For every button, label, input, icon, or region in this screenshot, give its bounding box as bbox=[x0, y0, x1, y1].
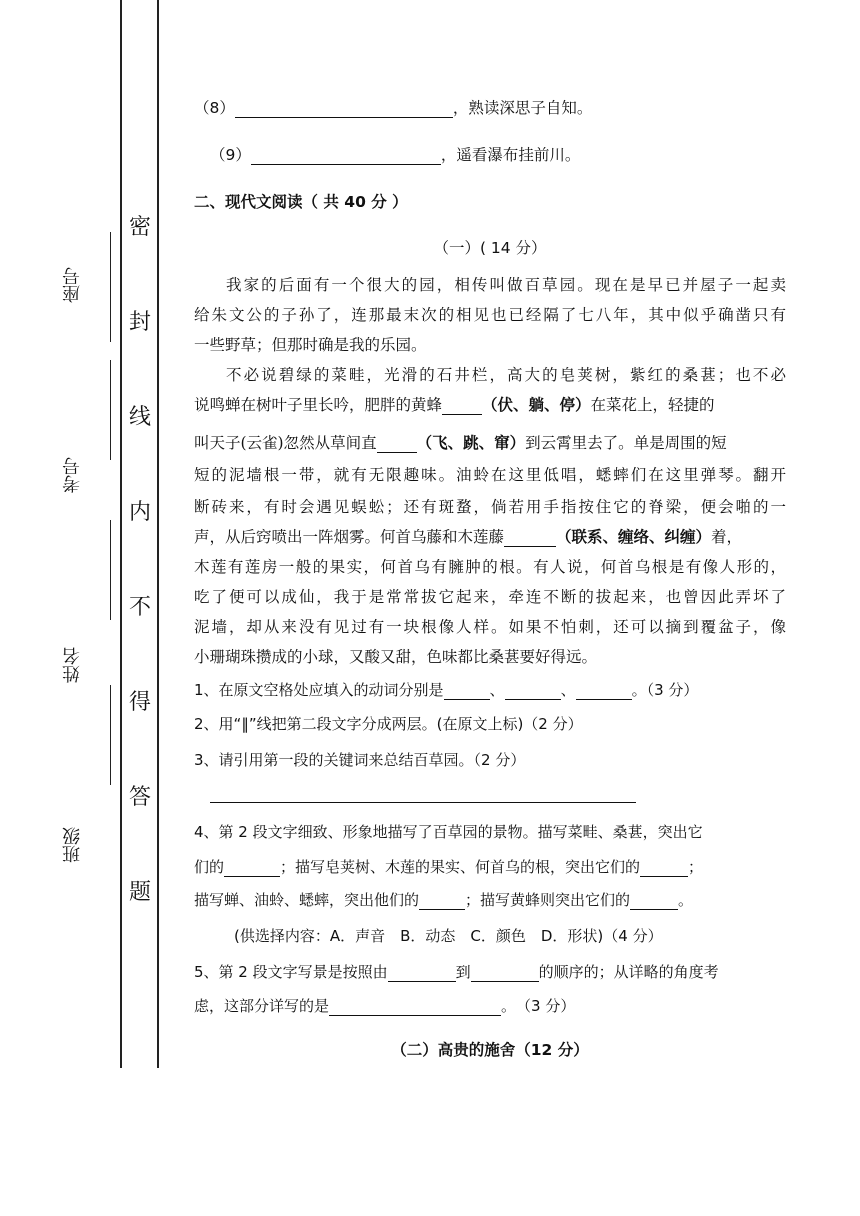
q1-text: 1、在原文空格处应填入的动词分别是 bbox=[194, 681, 444, 699]
verse-question-8 bbox=[194, 98, 786, 118]
binding-line-left bbox=[120, 0, 122, 1068]
seal-char: 线 bbox=[128, 405, 151, 430]
passage-line: 一些野草；但那时确是我的乐园。 bbox=[194, 336, 427, 354]
q1-end: 。（3 分） bbox=[631, 681, 699, 699]
part2-title: （二）高贵的施舍（12 分） bbox=[391, 1041, 589, 1059]
name-label: 姓名 bbox=[62, 647, 83, 683]
part1-title: （一）( 14 分） bbox=[433, 239, 547, 257]
verb-blank-1[interactable] bbox=[442, 397, 482, 415]
passage-text: 声，从后窍喷出一阵烟雾。何首乌藤和木莲藤 bbox=[194, 528, 505, 546]
question-4-line2 bbox=[194, 857, 786, 877]
seal-char: 不 bbox=[128, 595, 151, 620]
seal-char: 答 bbox=[128, 785, 151, 810]
q9-number: （9） bbox=[210, 146, 251, 164]
q8-answer-blank[interactable] bbox=[235, 100, 453, 118]
q1-blank-1[interactable] bbox=[444, 682, 490, 700]
q5-blank-3[interactable] bbox=[329, 998, 501, 1016]
q4-text: ；描写黄蜂则突出它们的 bbox=[465, 891, 631, 909]
q9-text: ，遥看瀑布挂前川。 bbox=[440, 146, 581, 164]
question-5 bbox=[194, 962, 786, 982]
q4-blank-4[interactable] bbox=[630, 892, 678, 910]
q4-blank-2[interactable] bbox=[640, 859, 688, 877]
passage-text: 在菜花上，轻捷的 bbox=[590, 396, 715, 414]
q5-blank-2[interactable] bbox=[471, 964, 539, 982]
q4-blank-1[interactable] bbox=[224, 859, 280, 877]
q1-sep: 、 bbox=[560, 681, 576, 699]
q1-sep: 、 bbox=[489, 681, 505, 699]
passage-text: 说鸣蝉在树叶子里长吟，肥胖的黄蜂 bbox=[194, 396, 443, 414]
q9-answer-blank[interactable] bbox=[251, 147, 441, 165]
q4-text: 描写蝉、油蛉、蟋蟀，突出他们的 bbox=[194, 891, 420, 909]
seal-char: 密 bbox=[128, 215, 151, 240]
q5-blank-1[interactable] bbox=[388, 964, 456, 982]
passage-line: 泥墙，却从来没有见过有一块根像人样。如果不怕刺，还可以摘到覆盆子，像 bbox=[194, 618, 786, 636]
question-2: 2、用“‖”线把第二段文字分成两层。(在原文上标)（2 分） bbox=[194, 715, 583, 733]
verb-blank-2[interactable] bbox=[377, 435, 417, 453]
question-1 bbox=[194, 680, 786, 700]
q1-blank-2[interactable] bbox=[505, 682, 561, 700]
passage-line-blank bbox=[194, 395, 786, 415]
seal-char: 得 bbox=[128, 690, 151, 715]
question-4-options: (供选择内容：A．声音 B．动态 C．颜色 D．形状)（4 分） bbox=[234, 927, 663, 945]
class-blank[interactable] bbox=[102, 685, 111, 785]
section-heading: 二、现代文阅读（ 共 40 分 ） bbox=[194, 193, 408, 211]
seal-char: 题 bbox=[128, 880, 151, 905]
passage-line: 给朱文公的子孙了，连那最末次的相见也已经隔了七八年，其中似乎确凿只有 bbox=[194, 306, 786, 324]
passage-line-blank bbox=[194, 433, 786, 453]
passage-line: 短的泥墙根一带，就有无限趣味。油蛉在这里低唱，蟋蟀们在这里弹琴。翻开 bbox=[194, 466, 786, 484]
question-4: 4、第 2 段文字细致、形象地描写了百草园的景物。描写菜畦、桑葚，突出它 bbox=[194, 823, 703, 841]
passage-text: 到云霄里去了。单是周围的短 bbox=[525, 434, 727, 452]
passage-line: 木莲有莲房一般的果实，何首乌有臃肿的根。有人说，何首乌根是有像人形的， bbox=[194, 558, 786, 576]
q5-text: 的顺序的；从详略的角度考 bbox=[538, 963, 719, 981]
verb-blank-3[interactable] bbox=[504, 529, 556, 547]
passage-text: 叫天子(云雀)忽然从草间直 bbox=[194, 434, 377, 452]
binding-line-right bbox=[157, 0, 159, 1068]
verb-options-3: （联系、缠络、纠缠） bbox=[556, 527, 712, 546]
class-field[interactable] bbox=[60, 790, 110, 900]
passage-line: 不必说碧绿的菜畦，光滑的石井栏，高大的皂荚树，紫红的桑葚；也不必 bbox=[226, 366, 786, 384]
q8-text: ，熟读深思子自知。 bbox=[452, 99, 593, 117]
q4-text: ；描写皂荚树、木莲的果实、何首乌的根，突出它们的 bbox=[280, 858, 641, 876]
passage-text: 着， bbox=[711, 528, 743, 546]
q5-text: 到 bbox=[455, 963, 471, 981]
verse-question-9 bbox=[210, 145, 802, 165]
name-blank[interactable] bbox=[102, 520, 111, 620]
seat-number-label: 座号 bbox=[62, 267, 83, 303]
student-info-strip bbox=[60, 0, 120, 1070]
q4-blank-3[interactable] bbox=[419, 892, 465, 910]
passage-line-blank bbox=[194, 527, 786, 547]
q8-number: （8） bbox=[194, 99, 235, 117]
q5-text: 虑，这部分详写的是 bbox=[194, 997, 330, 1015]
question-5-line2 bbox=[194, 996, 786, 1016]
q5-text: 。 （3 分） bbox=[501, 997, 576, 1015]
exam-number-blank[interactable] bbox=[102, 360, 111, 460]
exam-number-label: 考号 bbox=[62, 457, 83, 493]
passage-line: 断砖来，有时会遇见蜈蚣；还有斑蝥，倘若用手指按住它的脊梁，便会啪的一 bbox=[194, 498, 786, 516]
q4-text: ； bbox=[688, 858, 704, 876]
question-3: 3、请引用第一段的关键词来总结百草园。（2 分） bbox=[194, 751, 526, 769]
q3-answer-line[interactable] bbox=[210, 802, 636, 803]
q1-blank-3[interactable] bbox=[576, 682, 632, 700]
verb-options-2: （飞、跳、窜） bbox=[416, 433, 526, 452]
seal-char: 封 bbox=[128, 310, 151, 335]
seat-number-blank[interactable] bbox=[102, 232, 111, 342]
q4-text: 。 bbox=[678, 891, 694, 909]
seal-char: 内 bbox=[128, 500, 151, 525]
q4-text: 们的 bbox=[194, 858, 225, 876]
q5-text: 5、第 2 段文字写景是按照由 bbox=[194, 963, 388, 981]
class-label: 班级 bbox=[62, 827, 83, 863]
question-4-line3 bbox=[194, 890, 786, 910]
passage-line: 吃了便可以成仙，我于是常常拔它起来，牵连不断的拔起来，也曾因此弄坏了 bbox=[194, 588, 786, 606]
passage-line: 我家的后面有一个很大的园，相传叫做百草园。现在是早已并屋子一起卖 bbox=[226, 276, 786, 294]
verb-options-1: （伏、躺、停） bbox=[482, 395, 591, 414]
passage-line: 小珊瑚珠攒成的小球，又酸又甜，色味都比桑葚要好得远。 bbox=[194, 648, 598, 666]
